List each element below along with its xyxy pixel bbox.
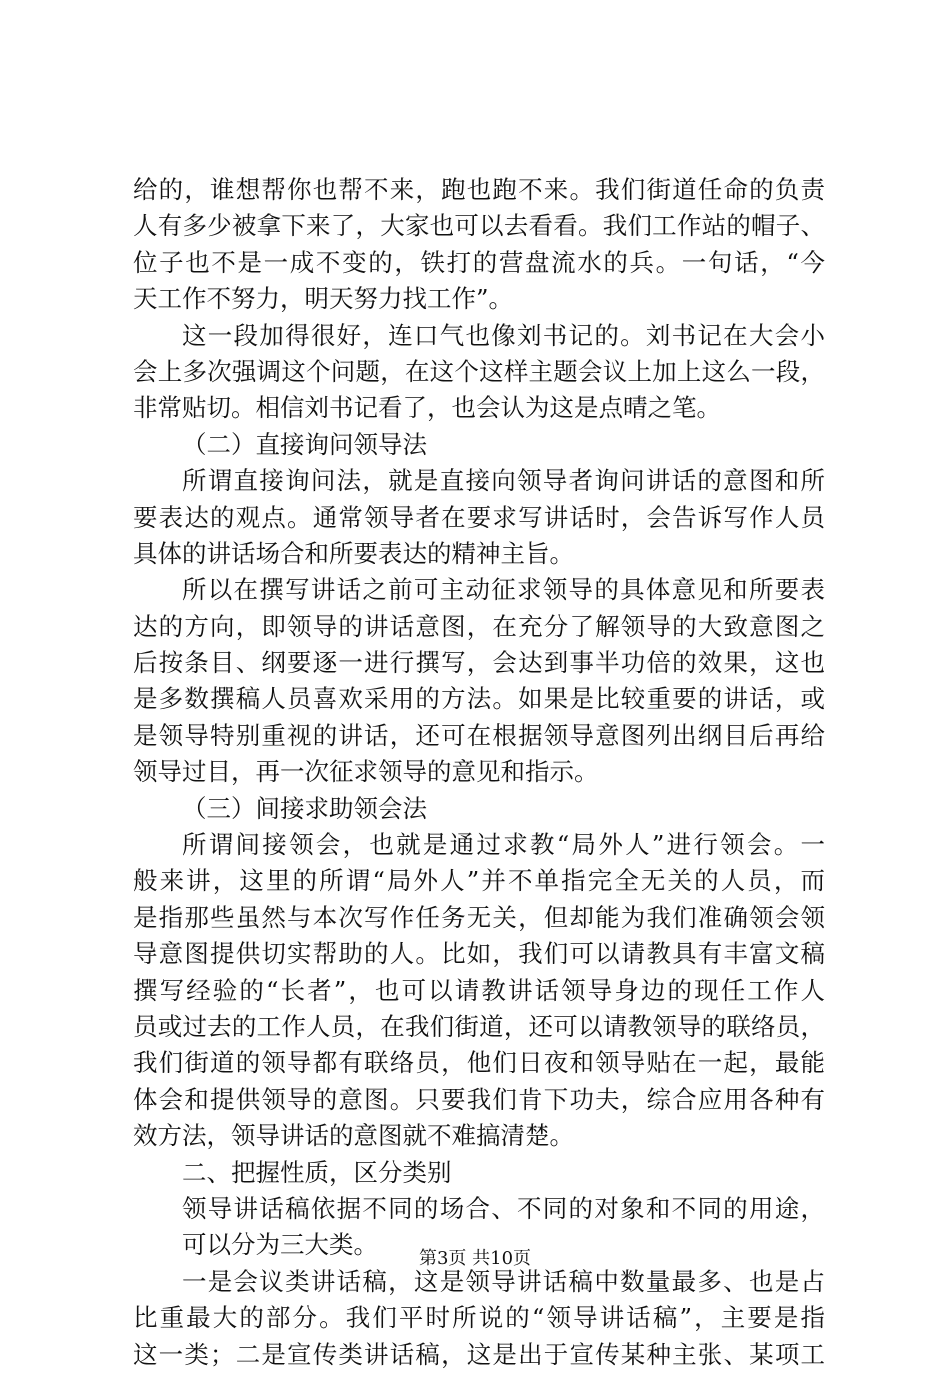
text-line: 要表达的观点。通常领导者在要求写讲话时，会告诉写作人员 (133, 502, 825, 532)
text-line: 天工作不努力，明天努力找工作”。 (133, 284, 514, 314)
text-line: 导意图提供切实帮助的人。比如，我们可以请教具有丰富文稿 (133, 939, 825, 969)
page-number-footer: 第3页 共10页 (418, 1248, 532, 1269)
text-line: 达的方向，即领导的讲话意图，在充分了解领导的大致意图之 (133, 611, 825, 641)
text-line: 会上多次强调这个问题，在这个这样主题会议上加上这么一段， (133, 356, 825, 386)
text-line: 员或过去的工作人员，在我们街道，还可以请教领导的联络员， (133, 1011, 825, 1041)
section-heading: （二）直接询问领导法 (182, 429, 427, 459)
text-line: 具体的讲话场合和所要表达的精神主旨。 (133, 538, 574, 568)
text-line: 人有多少被拿下来了，大家也可以去看看。我们工作站的帽子、 (133, 211, 825, 241)
text-line: 位子也不是一成不变的，铁打的营盘流水的兵。一句话，“今 (133, 247, 825, 277)
text-line: 般来讲，这里的所谓“局外人”并不单指完全无关的人员，而 (133, 866, 825, 896)
text-line: 给的，谁想帮你也帮不来，跑也跑不来。我们街道任命的负责 (133, 175, 825, 204)
text-line: 是多数撰稿人员喜欢采用的方法。如果是比较重要的讲话，或 (133, 684, 825, 714)
text-line: 体会和提供领导的意图。只要我们肯下功夫，综合应用各种有 (133, 1084, 825, 1114)
text-line: 这一类；二是宣传类讲话稿，这是出于宣传某种主张、某项工 (133, 1339, 825, 1369)
text-line: 所谓直接询问法，就是直接向领导者询问讲话的意图和所 (182, 466, 825, 496)
text-line: 后按条目、纲要逐一进行撰写，会达到事半功倍的效果，这也 (133, 648, 825, 678)
text-line: 这一段加得很好，连口气也像刘书记的。刘书记在大会小 (182, 320, 825, 350)
text-line: 效方法，领导讲话的意图就不难搞清楚。 (133, 1121, 574, 1151)
text-line: 一是会议类讲话稿，这是领导讲话稿中数量最多、也是占 (182, 1266, 825, 1296)
document-body (133, 172, 825, 1373)
text-line: 比重最大的部分。我们平时所说的“领导讲话稿”，主要是指 (133, 1303, 825, 1333)
text-line: 是指那些虽然与本次写作任务无关，但却能为我们准确领会领 (133, 902, 825, 932)
text-line: 领导过目，再一次征求领导的意见和指示。 (133, 757, 599, 787)
section-heading: （三）间接求助领会法 (182, 793, 427, 823)
text-line: 撰写经验的“长者”，也可以请教讲话领导身边的现任工作人 (133, 975, 825, 1005)
text-line: 非常贴切。相信刘书记看了，也会认为这是点晴之笔。 (133, 393, 721, 423)
text-line: 是领导特别重视的讲话，还可在根据领导意图列出纲目后再给 (133, 720, 825, 750)
text-line: 我们街道的领导都有联络员，他们日夜和领导贴在一起，最能 (133, 1048, 825, 1078)
section-heading: 二、把握性质，区分类别 (182, 1157, 452, 1187)
text-line: 领导讲话稿依据不同的场合、不同的对象和不同的用途， (182, 1193, 825, 1223)
text-line: 可以分为三大类。 (182, 1230, 378, 1260)
text-line: 所谓间接领会，也就是通过求教“局外人”进行领会。一 (182, 830, 825, 860)
text-line: 所以在撰写讲话之前可主动征求领导的具体意见和所要表 (182, 575, 825, 605)
